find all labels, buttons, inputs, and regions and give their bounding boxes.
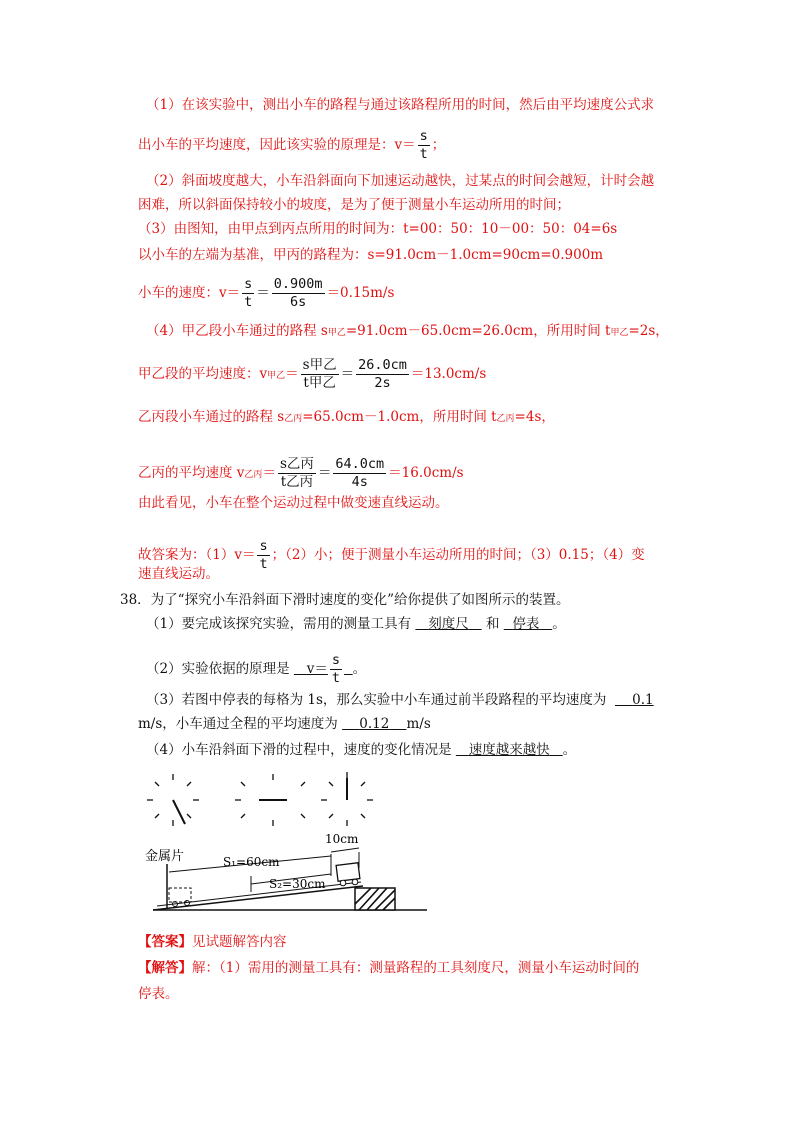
answer-line	[138, 932, 287, 952]
explanation-line-2: 停表。	[138, 986, 179, 1002]
text: =4s，	[514, 409, 555, 425]
text: 出小车的平均速度，因此该实验的原理是：v＝	[138, 137, 416, 153]
label-s1: S₁=60cm	[223, 855, 280, 869]
solution-line-10	[138, 407, 555, 429]
incline-experiment-figure	[135, 768, 435, 916]
text: 乙丙的平均速度 v	[138, 465, 245, 481]
text: 。	[552, 616, 566, 632]
fraction-denominator: t	[331, 670, 341, 686]
fraction-s-over-t	[278, 456, 316, 491]
solution-line-9	[138, 357, 486, 392]
answer-text: 停表	[512, 616, 540, 632]
fraction-s-over-t	[301, 357, 339, 392]
solution-line-5: （3）由图知，由甲点到丙点所用的时间为：t=00：50：10－00：50：04=6s	[138, 221, 618, 237]
fraction-value	[272, 276, 325, 311]
subscript: 乙丙	[496, 414, 515, 424]
incline-surface-top	[157, 882, 361, 906]
text: =2s，	[628, 323, 669, 339]
subscript: 乙丙	[284, 414, 303, 424]
fraction-numerator: s乙丙	[279, 456, 314, 472]
answer-text: 见试题解答内容	[192, 934, 287, 950]
solution-line-8	[146, 321, 669, 343]
subscript: 甲乙	[267, 371, 286, 381]
solution-line-7	[138, 276, 394, 311]
equals-sign: ＝	[317, 465, 332, 481]
answer-blank-4	[615, 692, 654, 708]
fraction-numerator: 0.900m	[273, 276, 323, 292]
fraction-numerator: s	[259, 538, 268, 554]
text: =65.0cm－1.0cm，所用时间 t	[302, 409, 497, 425]
answer-blank-6	[456, 742, 563, 758]
text: （4）小车沿斜面下滑的过程中，速度的变化情况是	[146, 742, 452, 758]
question-38-part-3a	[146, 690, 654, 710]
text: m/s	[406, 716, 431, 732]
text: ＝16.0cm/s	[388, 465, 464, 481]
equals-sign: ＝	[262, 465, 276, 481]
solution-line-4: 困难，所以斜面保持较小的坡度，是为了便于测量小车运动所用的时间；	[138, 197, 570, 213]
question-38-part-2	[146, 652, 366, 687]
text: ＝13.0cm/s	[410, 366, 487, 382]
answer-text: v＝	[306, 661, 328, 677]
subscript: 乙丙	[244, 470, 263, 480]
text: ＝0.15m/s	[326, 285, 395, 301]
fraction-denominator: 4s	[351, 474, 368, 490]
label-metal-piece: 金属片	[145, 849, 185, 864]
answer-text: 0.12	[359, 716, 390, 732]
fraction-numerator: s	[331, 652, 341, 668]
solution-line-11	[138, 456, 464, 491]
subscript: 甲乙	[610, 328, 629, 338]
equals-sign: ＝	[256, 285, 270, 301]
text: 故答案为：（1）v＝	[138, 547, 256, 563]
label-s2: S₂=30cm	[269, 877, 326, 891]
car-outline-end	[169, 888, 191, 902]
question-38-part-4	[146, 740, 576, 760]
fraction-denominator: 6s	[290, 294, 307, 310]
stopwatch-dial-end	[321, 772, 373, 826]
solution-line-12: 由此看见，小车在整个运动过程中做变速直线运动。	[138, 495, 449, 511]
answer-blank-3	[294, 652, 353, 686]
text: =91.0cm－65.0cm=26.0cm，所用时间 t	[345, 323, 611, 339]
text: （1）要完成该探究实验，需用的测量工具有	[146, 616, 412, 632]
text: 和	[485, 616, 500, 632]
answer-text: 0.1	[632, 692, 654, 708]
text: 小车的速度：v＝	[138, 285, 241, 301]
label-10cm: 10cm	[325, 832, 359, 846]
solution-line-2	[138, 128, 445, 163]
explanation-line-1	[138, 958, 639, 978]
support-block	[355, 888, 395, 910]
text: （4）甲乙段小车通过的路程 s	[146, 323, 328, 339]
answer-line-2: 速直线运动。	[138, 566, 219, 582]
fraction-s-over-t	[242, 276, 254, 311]
text: 。	[562, 742, 577, 758]
equals-sign: ＝	[285, 366, 299, 382]
question-38-part-3b	[138, 714, 431, 734]
fraction-s-over-t	[330, 652, 342, 687]
text: ；（2）小；便于测量小车运动所用的时间；（3）0.15；（4）变	[271, 547, 645, 563]
fraction-numerator: 26.0cm	[358, 357, 407, 373]
fraction-value	[356, 357, 409, 392]
solution-line-3: （2）斜面坡度越大，小车沿斜面向下加速运动越快，过某点的时间会越短，计时会越	[146, 173, 655, 189]
toy-car	[336, 863, 360, 886]
text: 甲乙段的平均速度：v	[138, 366, 268, 382]
text: m/s，小车通过全程的平均速度为	[138, 716, 338, 732]
fraction-value	[333, 456, 386, 491]
explanation-text: 解：（1）需用的测量工具有：测量路程的工具刻度尺，测量小车运动时间的	[192, 960, 640, 976]
question-38-part-1	[146, 614, 566, 634]
answer-blank-5	[342, 716, 406, 732]
fraction-denominator: t	[259, 556, 268, 572]
answer-tag: 【答案】	[138, 934, 192, 950]
fraction-s-over-t	[418, 128, 430, 163]
fraction-denominator: t甲乙	[303, 375, 336, 391]
fraction-numerator: s	[419, 128, 428, 144]
fraction-numerator: s	[244, 276, 253, 292]
subscript: 甲乙	[327, 328, 346, 338]
incline-surface	[153, 886, 363, 910]
explanation-tag: 【解答】	[138, 960, 192, 976]
fraction-s-over-t	[257, 538, 269, 573]
question-38-title: 38．为了“探究小车沿斜面下滑时速度的变化”给你提供了如图所示的装置。	[120, 592, 570, 608]
text: （3）若图中停表的每格为 1s，那么实验中小车通过前半段路程的平均速度为	[146, 692, 607, 708]
fraction-denominator: t	[244, 294, 253, 310]
answer-blank-1	[415, 616, 481, 632]
answer-blank-2	[504, 616, 552, 632]
fraction-denominator: t	[419, 146, 428, 162]
text: （2）实验依据的原理是	[146, 661, 290, 677]
answer-text: 刻度尺	[428, 616, 469, 632]
text: 乙丙段小车通过的路程 s	[138, 409, 285, 425]
solution-line-6: 以小车的左端为基准，甲丙的路程为：s=91.0cm－1.0cm=90cm=0.900m	[138, 247, 604, 263]
stopwatch-dial-middle	[235, 774, 305, 826]
dimension-line-10cm	[331, 848, 359, 852]
fraction-numerator: 64.0cm	[335, 456, 385, 472]
fraction-denominator: t乙丙	[280, 474, 314, 490]
answer-text: 速度越来越快	[468, 742, 550, 758]
text: 。	[352, 661, 367, 677]
solution-line-1: （1）在该实验中，测出小车的路程与通过该路程所用的时间，然后由平均速度公式求	[146, 97, 655, 113]
text: ；	[431, 137, 446, 153]
fraction-numerator: s甲乙	[302, 357, 337, 373]
stopwatch-dial-start	[147, 774, 199, 826]
equals-sign: ＝	[340, 366, 355, 382]
fraction-denominator: 2s	[374, 375, 391, 391]
